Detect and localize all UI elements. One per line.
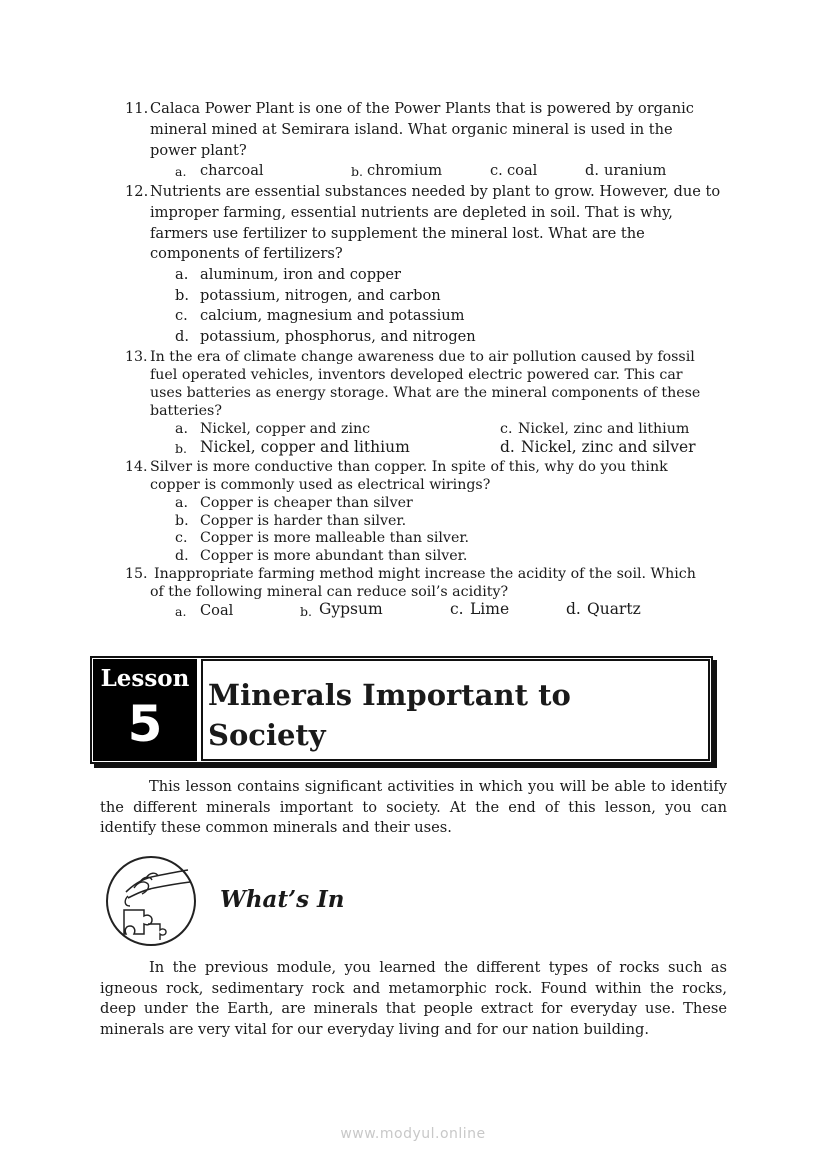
lesson-title-box	[201, 659, 710, 761]
choice-text: Copper is cheaper than silver	[200, 495, 413, 511]
question-stem-line: power plant?	[150, 142, 247, 159]
choice-letter: c.	[500, 421, 513, 437]
choice-letter: d.	[500, 438, 515, 456]
choice-text: Copper is more malleable than silver.	[200, 530, 470, 546]
watermark: www.modyul.online	[340, 1126, 486, 1142]
choice-text: potassium, phosphorus, and nitrogen	[200, 328, 476, 345]
choice-text: Gypsum	[319, 600, 383, 618]
choice-text: Copper is harder than silver.	[200, 513, 407, 529]
choice-text: Lime	[470, 600, 510, 618]
choice-letter: a.	[175, 604, 187, 619]
lesson-banner	[90, 656, 717, 768]
choice-letter: c.	[450, 600, 464, 618]
question-stem-line: mineral mined at Semirara island. What organic mineral is used in the	[150, 121, 673, 138]
choice-letter: b.	[175, 513, 189, 529]
choice-text: Nickel, zinc and silver	[521, 438, 696, 456]
question-stem-line: copper is commonly used as electrical wirings?	[150, 477, 491, 493]
choice-letter: b.	[175, 441, 187, 456]
choice-letter: a.	[175, 495, 188, 511]
choice-text: uranium	[604, 162, 667, 179]
choice-letter: a.	[175, 164, 187, 179]
question-stem-line: batteries?	[150, 403, 222, 419]
question-number: 13.	[125, 349, 148, 365]
lesson-number-box	[93, 659, 197, 761]
lesson-intro: This lesson contains significant activities in which you will be able to identify the different minerals important to society. At the end of this lesson, you can identify these common minerals and their uses.	[100, 778, 727, 837]
choice-text: potassium, nitrogen, and carbon	[200, 287, 441, 304]
choice-letter: b.	[351, 164, 363, 179]
question-stem-line: uses batteries as energy storage. What are the mineral components of these	[150, 385, 701, 401]
choice-text: coal	[507, 162, 538, 179]
question-stem-line: Silver is more conductive than copper. In spite of this, why do you think	[150, 459, 668, 475]
choice-text: Copper is more abundant than silver.	[200, 548, 468, 564]
choice-letter: b.	[300, 604, 312, 619]
question-number: 12.	[125, 183, 149, 200]
whats-in-body: In the previous module, you learned the different types of rocks such as igneous rock, sedimentary rock and metamorphic rock. Found within the rocks, deep under the Earth, are minerals that people extract for everyday use. These minerals are very vital for our everyday living and for our nation building.	[100, 959, 727, 1039]
question-stem-line: In the era of climate change awareness due to air pollution caused by fossil	[150, 349, 695, 365]
question-number: 15.	[125, 566, 148, 582]
choice-letter: a.	[175, 266, 189, 283]
choice-text: Nickel, copper and zinc	[200, 421, 371, 437]
choice-text: Quartz	[587, 600, 641, 618]
question-stem-line: improper farming, essential nutrients are depleted in soil. That is why,	[150, 204, 673, 221]
question-stem-line: of the following mineral can reduce soil’s acidity?	[150, 584, 509, 600]
lesson-label: Lesson	[100, 665, 190, 692]
question-stem-line: Calaca Power Plant is one of the Power Plants that is powered by organic	[150, 100, 694, 117]
hand-puzzle-icon	[104, 854, 198, 948]
question-stem-line: Inappropriate farming method might increase the acidity of the soil. Which	[154, 566, 696, 582]
choice-letter: b.	[175, 287, 189, 304]
question-stem-line: farmers use fertilizer to supplement the mineral lost. What are the	[150, 225, 645, 242]
choice-text: chromium	[367, 162, 443, 179]
choice-text: aluminum, iron and copper	[200, 266, 401, 283]
choice-text: Nickel, zinc and lithium	[518, 421, 690, 437]
choice-letter: c.	[490, 162, 503, 179]
choice-letter: d.	[566, 600, 581, 618]
lesson-title: Minerals Important to Society	[208, 678, 571, 752]
choice-letter: d.	[175, 328, 189, 345]
question-number: 14.	[125, 459, 148, 475]
section-heading: What’s In	[220, 886, 345, 913]
choice-letter: a.	[175, 421, 188, 437]
lesson-number: 5	[127, 695, 163, 753]
question-stem-line: components of fertilizers?	[150, 245, 343, 262]
choice-text: Nickel, copper and lithium	[200, 438, 410, 456]
choice-letter: d.	[585, 162, 599, 179]
choice-letter: c.	[175, 307, 188, 324]
choice-letter: d.	[175, 548, 189, 564]
question-stem-line: Nutrients are essential substances needed by plant to grow. However, due to	[150, 183, 721, 200]
choice-letter: c.	[175, 530, 188, 546]
choice-text: charcoal	[200, 162, 264, 179]
choice-text: calcium, magnesium and potassium	[200, 307, 465, 324]
question-stem-line: fuel operated vehicles, inventors developed electric powered car. This car	[150, 367, 683, 383]
question-number: 11.	[125, 100, 149, 117]
choice-text: Coal	[200, 602, 234, 619]
